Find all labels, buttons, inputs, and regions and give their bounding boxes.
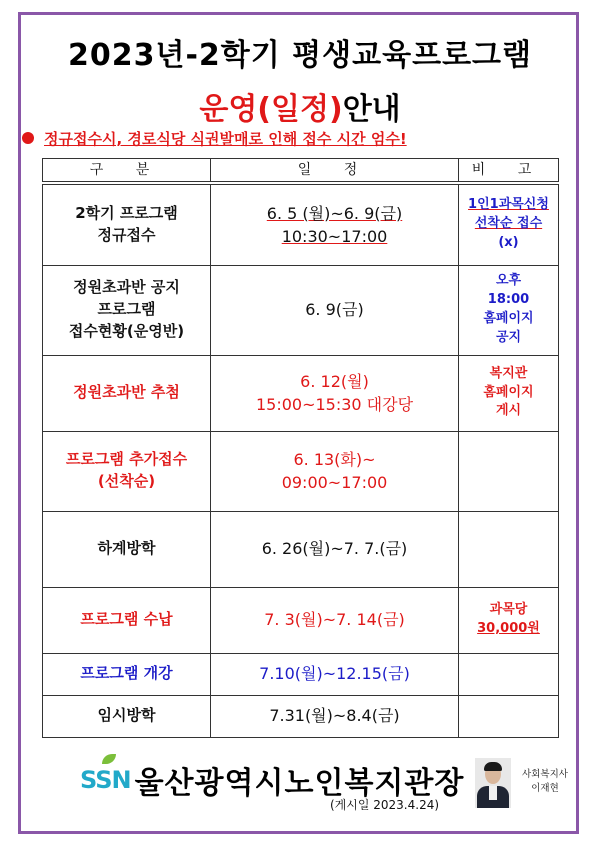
row-schedule <box>211 695 459 737</box>
cell-line: 홈페이지 <box>483 311 534 326</box>
cell-line: 홈페이지 <box>483 384 534 400</box>
row-note <box>459 511 559 587</box>
posted-date: (게시일 2023.4.24) <box>330 798 440 812</box>
table-row <box>43 511 559 587</box>
row-category <box>43 265 211 355</box>
row-note <box>459 265 559 355</box>
notice <box>22 128 582 154</box>
cell-line: 6. 12(월) <box>300 371 369 391</box>
organization-name: 울산광역시노인복지관장 <box>134 766 465 801</box>
row-note <box>459 431 559 511</box>
row-schedule <box>211 355 459 431</box>
cell-line: 정규접수 <box>97 225 156 244</box>
cell-line: 18:00 <box>487 292 530 308</box>
cell-line: 선착순 접수 <box>474 216 543 232</box>
bullet-dot-icon <box>22 132 34 144</box>
cell-line: 접수현황(운영반) <box>68 321 185 340</box>
photo-shirt <box>489 786 497 800</box>
cell-line: 복지관 <box>489 365 528 381</box>
cell-line: 1인1과목신청 <box>468 197 549 213</box>
header-note: 비 고 <box>459 159 559 184</box>
title-suffix: 안내 <box>342 92 401 127</box>
staff-info <box>514 768 576 796</box>
cell-line: 7. 3(월)~7. 14(금) <box>264 610 405 630</box>
cell-line: 6. 13(화)~ <box>293 449 376 469</box>
table-row <box>43 265 559 355</box>
cell-line: 임시방학 <box>97 706 156 725</box>
title-highlight: 운영(일정) <box>199 92 343 127</box>
cell-line: 6. 26(월)~7. 7.(금) <box>261 539 408 559</box>
staff-name: 이재현 <box>531 783 559 794</box>
cell-line: 7.10(월)~12.15(금) <box>259 664 410 684</box>
row-category <box>43 431 211 511</box>
row-category <box>43 355 211 431</box>
cell-line: 09:00~17:00 <box>281 473 388 492</box>
table-row <box>43 587 559 653</box>
table-header-row <box>43 159 559 184</box>
cell-line: 프로그램 수납 <box>80 610 173 629</box>
staff-title: 사회복지사 <box>522 769 568 780</box>
row-note <box>459 355 559 431</box>
cell-line: 10:30~17:00 <box>281 226 388 246</box>
row-schedule <box>211 511 459 587</box>
title-line-2 <box>0 84 600 128</box>
cell-line: (선착순) <box>97 472 156 490</box>
staff-photo <box>475 758 511 808</box>
row-schedule <box>211 183 459 265</box>
cell-line: 15:00~15:30 대강당 <box>255 395 414 414</box>
row-schedule <box>211 431 459 511</box>
row-note <box>459 653 559 695</box>
cell-line: 정원초과반 공지 <box>73 278 180 297</box>
cell-line: 오후 <box>495 273 522 289</box>
cell-line: 정원초과반 추첨 <box>73 383 180 402</box>
cell-line: 30,000원 <box>477 621 540 636</box>
cell-line: 2학기 프로그램 <box>75 204 178 222</box>
cell-line: 7.31(월)~8.4(금) <box>269 706 400 726</box>
table-row <box>43 183 559 265</box>
cell-line: 6. 9(금) <box>305 300 364 320</box>
title-line-1: 2023년-2학기 평생교육프로그램 <box>67 38 533 73</box>
cell-line: 공지 <box>495 329 522 345</box>
cell-line: 프로그램 개강 <box>80 664 173 683</box>
ssn-logo-text: SSN <box>80 766 131 794</box>
header-category: 구 분 <box>43 159 211 184</box>
row-note <box>459 695 559 737</box>
footer-logo <box>80 760 464 800</box>
header-schedule: 일 정 <box>211 159 459 184</box>
row-schedule <box>211 653 459 695</box>
row-category <box>43 511 211 587</box>
cell-line: (x) <box>498 235 519 251</box>
cell-line: 프로그램 추가접수 <box>65 450 188 469</box>
cell-line: 하계방학 <box>97 539 156 558</box>
photo-hair <box>484 762 502 771</box>
cell-line: 과목당 <box>489 602 528 618</box>
schedule-table <box>42 158 559 738</box>
row-category <box>43 695 211 737</box>
notice-text: 정규접수시, 경로식당 식권발매로 인해 접수 시간 엄수! <box>44 130 407 148</box>
cell-line: 6. 5 (월)~6. 9(금) <box>266 203 403 223</box>
table-row <box>43 431 559 511</box>
row-note <box>459 587 559 653</box>
row-schedule <box>211 265 459 355</box>
cell-line: 프로그램 <box>97 300 156 319</box>
row-schedule <box>211 587 459 653</box>
table-row <box>43 695 559 737</box>
row-category <box>43 183 211 265</box>
ssn-logo <box>80 766 131 794</box>
row-category <box>43 587 211 653</box>
row-note <box>459 183 559 265</box>
table-row <box>43 653 559 695</box>
row-category <box>43 653 211 695</box>
cell-line: 게시 <box>495 403 522 419</box>
table-row <box>43 355 559 431</box>
